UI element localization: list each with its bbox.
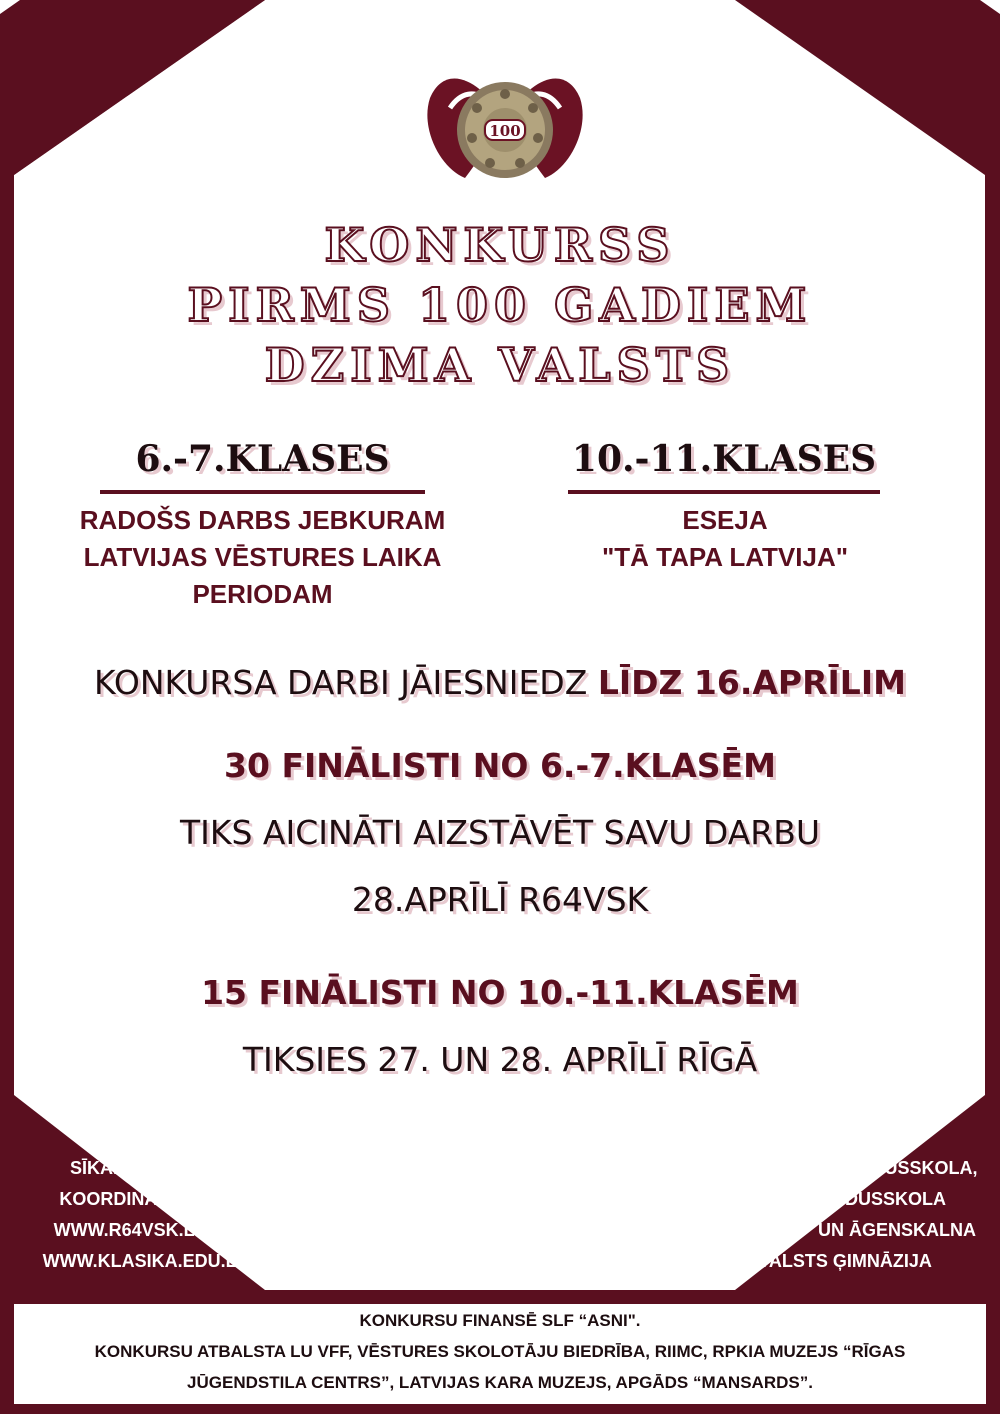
info-left xyxy=(20,1153,270,1277)
senior-finalists-line-1: TIKSIES 27. UN 28. APRĪLĪ RĪGĀ xyxy=(242,1040,758,1079)
info-right-line: ,,KLASIKA” UN ĀGENSKALNA xyxy=(713,1220,976,1240)
info-right-line: VALSTS ĢIMNĀZIJA xyxy=(758,1251,932,1271)
junior-finalists-heading: 30 FINĀLISTI NO 6.-7.KLASĒM xyxy=(224,746,776,785)
right-column-line: "TĀ TAPA LATVIJA" xyxy=(601,542,849,572)
info-right xyxy=(700,1153,990,1277)
footer-line-1: KONKURSU FINANSĒ SLF “ASNI". xyxy=(359,1311,641,1330)
left-column-text xyxy=(40,502,485,613)
info-right-line: PRIVĀTĀ VIDUSSKOLA xyxy=(743,1189,947,1209)
footer-line-3: JŪGENDSTILA CENTRS”, LATVIJAS KARA MUZEJS, APGĀDS “MANSARDS”. xyxy=(187,1373,813,1392)
info-left-line: WWW.KLASIKA.EDU.LV xyxy=(42,1251,248,1271)
right-column-text xyxy=(520,502,930,576)
footer-line-2: KONKURSU ATBALSTA LU VFF, VĒSTURES SKOLOTĀJU BIEDRĪBA, RIIMC, RPKIA MUZEJS “RĪGAS xyxy=(94,1342,906,1361)
deadline-prefix: KONKURSA DARBI JĀIESNIEDZ xyxy=(94,663,598,702)
left-column-line: PERIODAM xyxy=(192,579,333,609)
junior-finalists-line-1: TIKS AICINĀTI AIZSTĀVĒT SAVU DARBU xyxy=(179,813,821,852)
info-left-line: WWW.R64VSK.LV UN xyxy=(53,1220,237,1240)
info-left-line: KOORDINATORIEM, xyxy=(59,1189,231,1209)
left-column-line: RADOŠS DARBS JEBKURAM xyxy=(79,505,446,535)
emblem-label: 100 xyxy=(489,122,521,140)
deadline-line xyxy=(0,663,1000,702)
title-line-3: DZIMA VALSTS xyxy=(264,338,736,392)
left-column-rule xyxy=(100,490,425,494)
senior-finalists-heading: 15 FINĀLISTI NO 10.-11.KLASĒM xyxy=(201,973,799,1012)
title-line-2: PIRMS 100 GADIEM xyxy=(187,278,813,332)
left-column-line: LATVIJAS VĒSTURES LAIKA xyxy=(83,542,442,572)
info-right-line: RĪKO RĪGAS 64. VIDUSSKOLA, xyxy=(712,1158,978,1178)
junior-finalists-line-2: 28.APRĪLĪ R64VSK xyxy=(351,880,649,919)
info-left-line: SĪKĀKS INFO PIE xyxy=(69,1158,221,1178)
left-column-heading: 6.-7.KLASES xyxy=(135,438,390,480)
title-line-1: KONKURSS xyxy=(324,218,676,272)
right-column-heading: 10.-11.KLASES xyxy=(571,438,877,480)
right-column-line: ESEJA xyxy=(682,505,768,535)
deadline-date: LĪDZ 16.APRĪLIM xyxy=(597,663,906,702)
right-column-rule xyxy=(568,490,880,494)
centenary-emblem-icon xyxy=(420,58,590,198)
